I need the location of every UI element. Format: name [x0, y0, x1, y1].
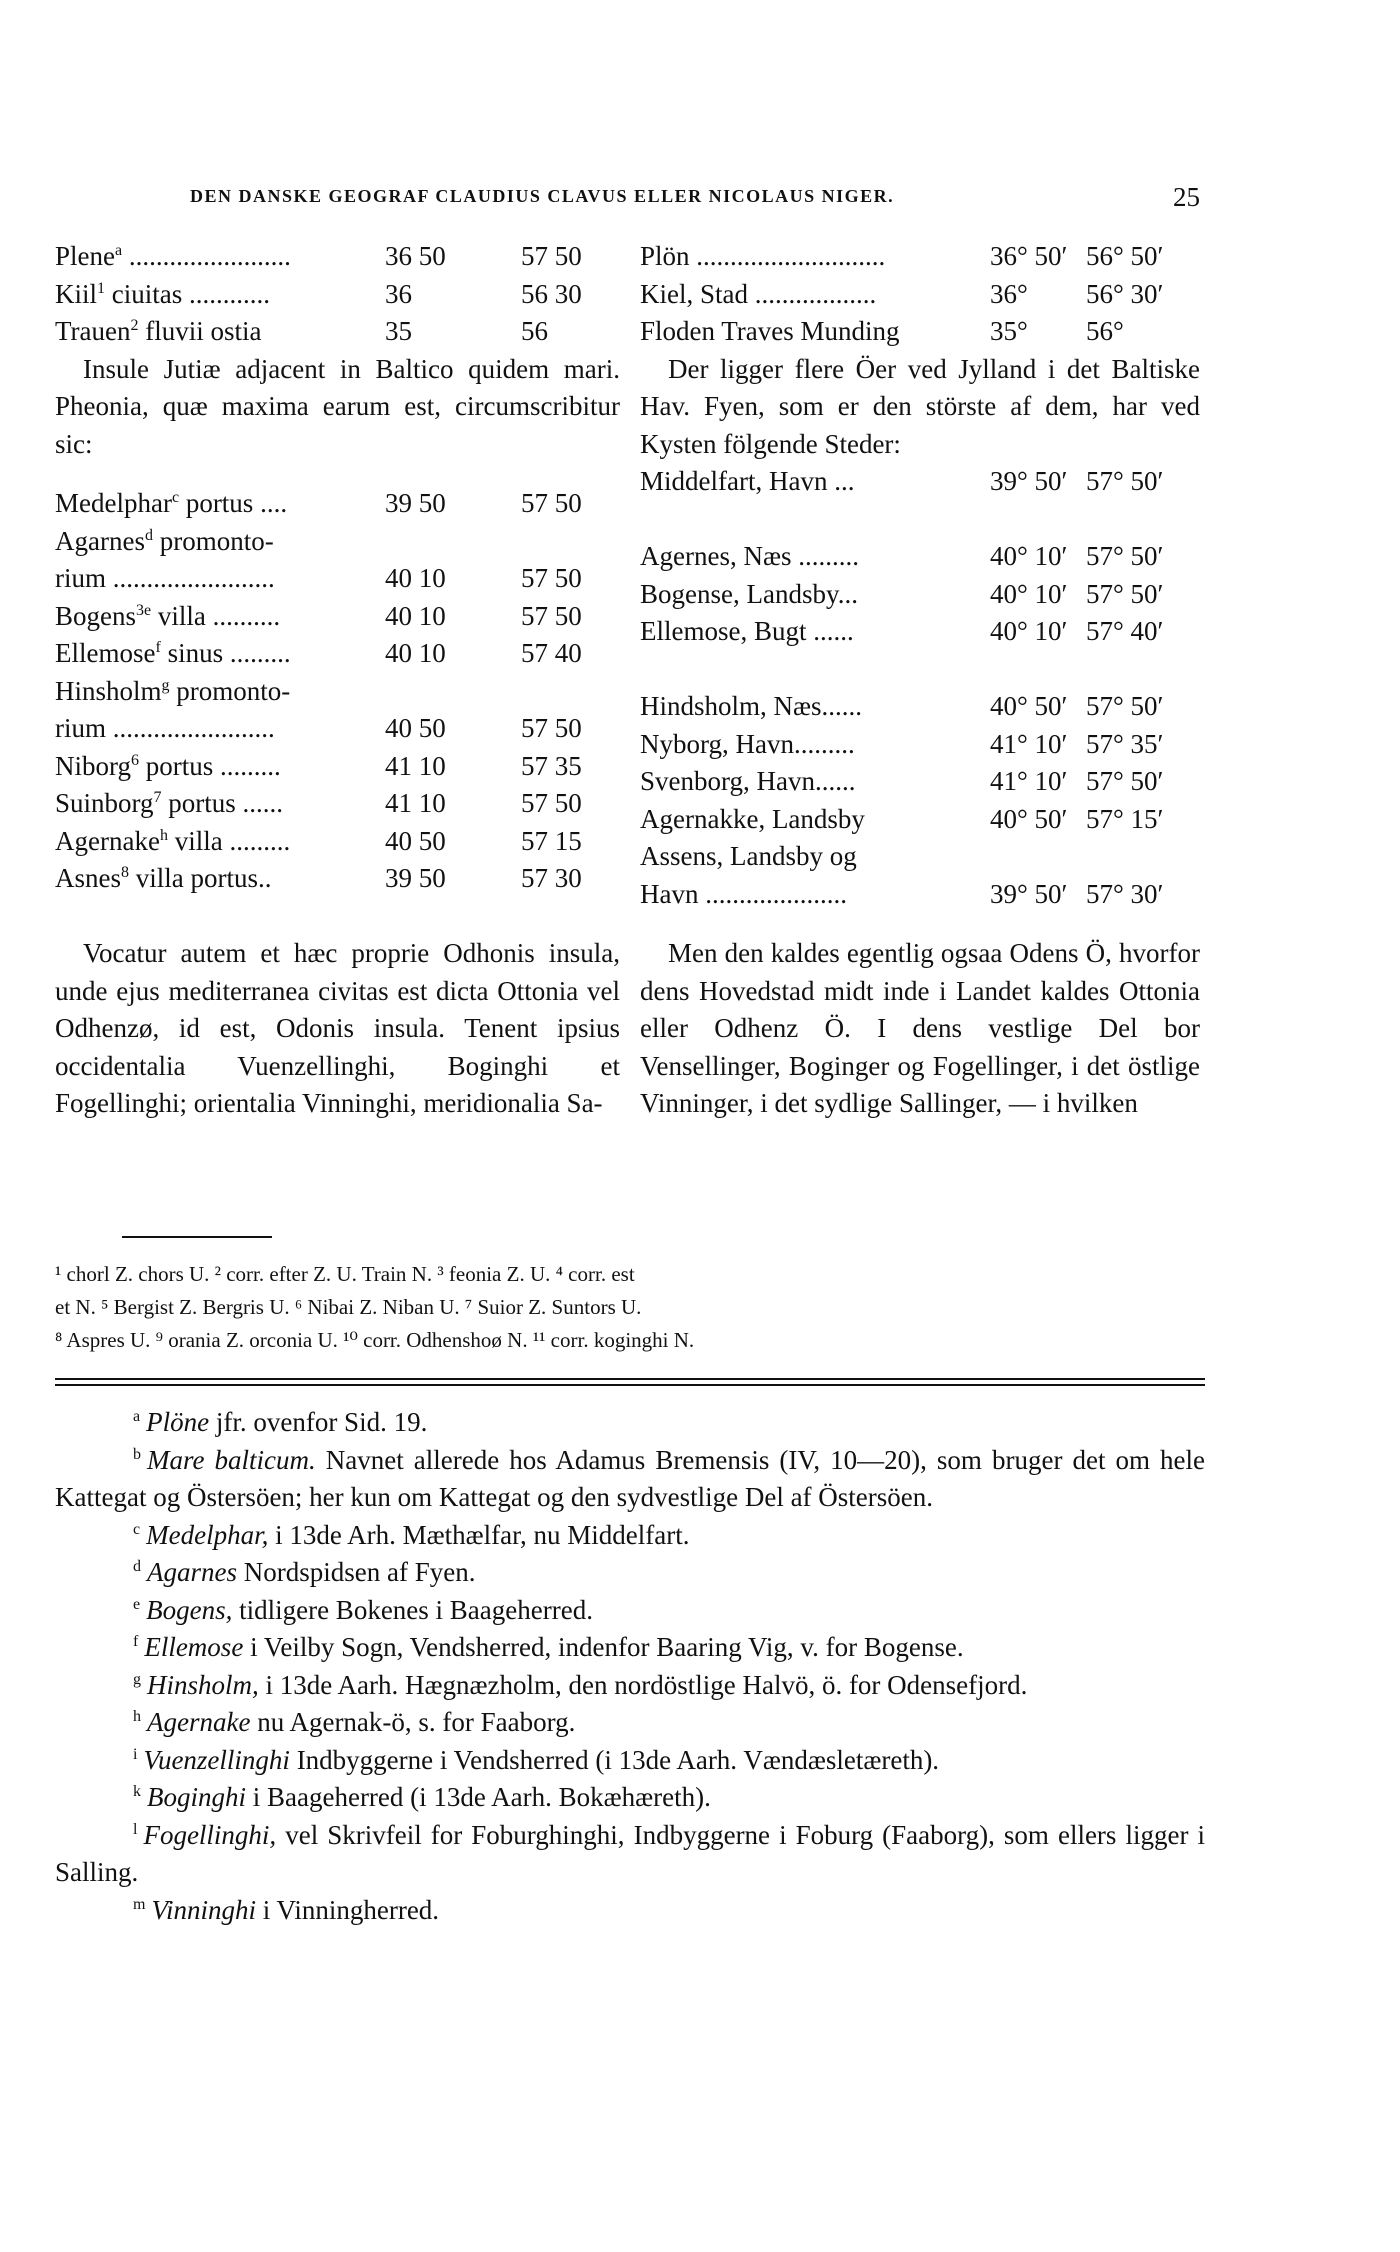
coordinate-row [640, 501, 1200, 539]
place-label: Asnes [55, 863, 121, 893]
place-label: Hinsholm [55, 675, 162, 706]
note-head: Bogens, [146, 1594, 233, 1625]
note-head: Medelphar, [146, 1519, 269, 1550]
footnote-marker: 7 [153, 789, 162, 806]
place-qualifier: promonto- [169, 675, 291, 706]
coordinate-row [55, 598, 620, 636]
latitude: 41° 10′ [990, 766, 1068, 796]
commentary-note [55, 1554, 1205, 1592]
footnote-marker: d [144, 526, 153, 544]
place-qualifier: villa portus.. [129, 863, 272, 893]
place-name: Middelfart, Havn ... [640, 466, 855, 496]
apparatus-line: ¹ chorl Z. chors U. ² corr. efter Z. U. Train N. ³ feonia Z. U. ⁴ corr. est [55, 1262, 635, 1286]
longitude: 57° 50′ [1086, 766, 1164, 796]
place-name [55, 748, 281, 786]
longitude: 56° 30′ [1086, 278, 1164, 309]
footnote-marker: 1 [97, 279, 106, 297]
longitude: 57 15 [521, 825, 582, 856]
danish-column [640, 238, 1200, 913]
longitude: 56 [521, 316, 548, 346]
coordinate-row [55, 710, 620, 748]
note-text: jfr. ovenfor Sid. 19. [209, 1407, 428, 1437]
note-text: i Veilby Sogn, Vendsherred, indenfor Baaring Vig, v. for Bogense. [243, 1632, 964, 1662]
latitude: 35 [385, 316, 412, 346]
footnote-marker: h [159, 826, 168, 844]
note-key: b [133, 1445, 141, 1463]
page-number: 25 [1173, 182, 1200, 212]
latitude: 36° [990, 278, 1028, 309]
latitude: 40 10 [385, 638, 446, 668]
latitude: 40° 10′ [990, 578, 1068, 609]
place-qualifier: ciuitas ............ [105, 278, 270, 309]
place-name: Kiel, Stad .................. [640, 278, 877, 309]
footnote-marker: g [161, 676, 170, 694]
note-text: nu Agernak-ö, s. for Faaborg. [250, 1707, 576, 1737]
latitude: 39° 50′ [990, 878, 1068, 909]
coordinate-row [640, 688, 1200, 726]
longitude: 57° 50′ [1086, 541, 1164, 571]
place-label: Bogens [55, 600, 136, 631]
longitude: 57° 40′ [1086, 616, 1164, 646]
latin-prose-column [55, 935, 620, 1123]
note-head: Hinsholm, [147, 1669, 259, 1700]
running-header [190, 182, 1200, 220]
place-name [55, 313, 262, 351]
place-name: Svenborg, Havn...... [640, 766, 856, 796]
coordinate-row [55, 860, 620, 898]
latin-column [55, 238, 620, 898]
longitude: 57° 50′ [1086, 691, 1164, 721]
latitude: 36 [385, 278, 412, 309]
longitude: 57° 35′ [1086, 728, 1164, 759]
footnote-rule [122, 1236, 272, 1238]
coordinate-row [640, 876, 1200, 914]
place-name: Havn ..................... [640, 878, 847, 909]
apparatus-line: ⁸ Aspres U. ⁹ orania Z. orconia U. ¹⁰ corr. Odhenshoø N. ¹¹ corr. koginghi N. [55, 1328, 695, 1352]
note-text: Navnet allerede hos Adamus Bremensis (IV, 10—20), som bruger det om hele Kattegat og Östersöen; her kun om Kattegat og den sydvestlige Del af Östersöen. [55, 1444, 1205, 1512]
place-name [55, 860, 272, 898]
longitude: 57 50 [521, 241, 582, 271]
note-key: d [133, 1558, 141, 1575]
danish-prose: Men den kaldes egentlig ogsaa Odens Ö, hvorfor dens Hovedstad midt inde i Landet kaldes Ottonia eller Odhenz Ö. I dens vestlige Del bor Vensellinger, Boginger og Fogellinger, i det östlige Vinninger, i det sydlige Sallinger, — i hvilken [640, 938, 1200, 1118]
place-name [55, 523, 274, 561]
place-name [55, 823, 290, 861]
spacer [55, 463, 620, 485]
coordinate-row [640, 726, 1200, 764]
longitude: 57° 50′ [1086, 578, 1164, 609]
place-name [55, 238, 291, 276]
coordinate-row [55, 560, 620, 598]
latitude: 40° 50′ [990, 803, 1068, 834]
place-name [55, 276, 270, 314]
danish-paragraph: Der ligger flere Öer ved Jylland i det Baltiske Hav. Fyen, som er den störste af dem, har ved Kysten fölgende Steder: [640, 353, 1200, 459]
place-label: Suinborg [55, 788, 154, 818]
latitude: 40 10 [385, 600, 446, 631]
note-key: k [133, 1783, 141, 1800]
latitude: 39 50 [385, 863, 446, 893]
place-name: Bogense, Landsby... [640, 578, 858, 609]
note-key: l [133, 1820, 138, 1838]
longitude: 57° 50′ [1086, 466, 1164, 496]
latin-paragraph: Insule Jutiæ adjacent in Baltico quidem mari. Pheonia, quæ maxima earum est, circumscribitur sic: [55, 353, 620, 459]
footnote-marker: a [115, 242, 123, 259]
place-name [55, 598, 280, 636]
longitude: 57 50 [521, 488, 582, 518]
note-head: Vuenzellinghi [143, 1744, 290, 1775]
place-qualifier: ........................ [106, 563, 275, 593]
longitude: 57 50 [521, 563, 582, 593]
note-head: Ellemose [144, 1632, 244, 1662]
latitude: 40 50 [385, 825, 446, 856]
latitude: 40° 50′ [990, 691, 1068, 721]
running-title: DEN DANSKE GEOGRAF CLAUDIUS CLAVUS ELLER NICOLAUS NIGER. [190, 186, 895, 206]
coordinate-row [55, 823, 620, 861]
longitude: 57 50 [521, 788, 582, 818]
coordinate-row [640, 538, 1200, 576]
note-key: h [133, 1708, 141, 1725]
note-text: i 13de Aarh. Hægnæzholm, den nordöstlige Halvö, ö. for Odensefjord. [258, 1669, 1028, 1700]
longitude: 56° 50′ [1086, 241, 1164, 271]
footnote-marker: 6 [131, 751, 140, 769]
note-text: i Baageherred (i 13de Aarh. Bokæhæreth). [246, 1782, 711, 1812]
note-text: Indbyggerne i Vendsherred (i 13de Aarh. Vændæsletæreth). [289, 1744, 940, 1775]
coordinate-row [55, 673, 620, 711]
latitude: 41 10 [385, 750, 446, 781]
latitude: 40° 10′ [990, 541, 1068, 571]
coordinate-row [640, 613, 1200, 651]
commentary-note [55, 1517, 1205, 1555]
commentary-note [55, 1892, 1205, 1930]
coordinate-row [640, 801, 1200, 839]
place-qualifier: ........................ [122, 241, 291, 271]
place-qualifier: villa ......... [167, 825, 291, 856]
place-name: Floden Traves Munding [640, 316, 900, 346]
latitude: 39 50 [385, 488, 446, 518]
commentary-note [55, 1779, 1205, 1817]
commentary-note [55, 1442, 1205, 1517]
note-head: Plöne [146, 1407, 210, 1437]
commentary-note [55, 1742, 1205, 1780]
latitude: 39° 50′ [990, 466, 1068, 496]
commentary-notes [55, 1404, 1205, 1929]
place-name [55, 560, 275, 598]
place-label: rium [55, 713, 106, 743]
place-qualifier: portus ......... [139, 750, 281, 781]
place-name: Ellemose, Bugt ...... [640, 616, 854, 646]
place-name [55, 485, 287, 523]
latin-prose: Vocatur autem et hæc proprie Odhonis insula, unde ejus mediterranea civitas est dicta Ottonia vel Odhenzø, id est, Odonis insula. Tenent ipsius occidentalia Vuenzellinghi, Boginghi et Fogellinghi; orientalia Vinninghi, meridionalia Sa- [55, 938, 620, 1118]
coordinate-row [55, 635, 620, 673]
double-rule [55, 1378, 1205, 1386]
place-name: Hindsholm, Næs...... [640, 691, 863, 721]
note-key: e [133, 1595, 141, 1613]
place-qualifier: promonto- [152, 525, 274, 556]
place-name: Agernes, Næs ......... [640, 541, 859, 571]
coordinate-row [55, 313, 620, 351]
coordinate-row [640, 763, 1200, 801]
coordinate-row [640, 313, 1200, 351]
coordinate-row [640, 463, 1200, 501]
place-name [55, 710, 275, 748]
place-name [55, 785, 283, 823]
place-label: Agarnes [55, 525, 145, 556]
coordinate-row [55, 748, 620, 786]
place-qualifier: portus .... [179, 488, 288, 518]
commentary-note [55, 1404, 1205, 1442]
latitude: 40° 10′ [990, 616, 1068, 646]
note-text: vel Skrivfeil for Foburghinghi, Indbyggerne i Foburg (Faaborg), som ellers ligger i Salling. [55, 1819, 1205, 1887]
commentary-note [55, 1817, 1205, 1892]
coordinate-row [55, 485, 620, 523]
latitude: 41 10 [385, 788, 446, 818]
note-key: a [133, 1408, 141, 1425]
longitude: 57° 30′ [1086, 878, 1164, 909]
place-name: Plön ............................ [640, 241, 886, 271]
longitude: 56 30 [521, 278, 582, 309]
longitude: 57 30 [521, 863, 582, 893]
commentary-note [55, 1629, 1205, 1667]
footnote-marker: 3e [136, 601, 152, 619]
note-head: Mare balticum. [147, 1444, 316, 1475]
commentary-note [55, 1704, 1205, 1742]
coordinate-row [55, 785, 620, 823]
place-name [55, 673, 290, 711]
place-label: Medelphar [55, 488, 172, 518]
commentary-note [55, 1667, 1205, 1705]
coordinate-row [640, 576, 1200, 614]
latitude: 41° 10′ [990, 728, 1068, 759]
place-label: Niborg [55, 750, 132, 781]
note-head: Agernake [147, 1707, 251, 1737]
place-qualifier: villa .......... [151, 600, 281, 631]
note-key: g [133, 1670, 141, 1688]
apparatus-line: et N. ⁵ Bergist Z. Bergris U. ⁶ Nibai Z. Niban U. ⁷ Suior Z. Suntors U. [55, 1295, 642, 1319]
coordinate-row [640, 238, 1200, 276]
coordinate-row [640, 276, 1200, 314]
longitude: 57 40 [521, 638, 582, 668]
place-qualifier: fluvii ostia [138, 316, 262, 346]
coordinate-row [640, 838, 1200, 876]
note-head: Boginghi [147, 1782, 246, 1812]
coordinate-row [640, 651, 1200, 689]
place-label: Agernake [55, 825, 160, 856]
note-key: f [133, 1633, 139, 1650]
note-head: Fogellinghi, [143, 1819, 277, 1850]
longitude: 57 35 [521, 750, 582, 781]
footnote-marker: 2 [130, 317, 139, 334]
note-text: tidligere Bokenes i Baageherred. [232, 1594, 593, 1625]
note-key: m [133, 1895, 146, 1913]
note-text: i 13de Arh. Mæthælfar, nu Middelfart. [268, 1519, 690, 1550]
place-name: Agernakke, Landsby [640, 803, 865, 834]
longitude: 57° 15′ [1086, 803, 1164, 834]
danish-prose-column [640, 935, 1200, 1123]
place-label: rium [55, 563, 106, 593]
note-text: Nordspidsen af Fyen. [237, 1557, 476, 1587]
latitude: 40 10 [385, 563, 446, 593]
place-name [55, 635, 291, 673]
place-name: Nyborg, Havn......... [640, 728, 855, 759]
footnote-marker: f [155, 639, 161, 656]
place-qualifier: ........................ [106, 713, 275, 743]
latitude: 40 50 [385, 713, 446, 743]
coordinate-row [55, 238, 620, 276]
latitude: 36° 50′ [990, 241, 1068, 271]
commentary-note [55, 1592, 1205, 1630]
longitude: 56° [1086, 316, 1124, 346]
longitude: 57 50 [521, 600, 582, 631]
longitude: 57 50 [521, 713, 582, 743]
note-text: i Vinningherred. [255, 1894, 440, 1925]
place-label: Ellemose [55, 638, 156, 668]
footnote-marker: c [171, 489, 180, 506]
coordinate-row [55, 523, 620, 561]
latitude: 36 50 [385, 241, 446, 271]
note-head: Vinninghi [151, 1894, 256, 1925]
note-head: Agarnes [147, 1557, 237, 1587]
coordinate-row [55, 276, 620, 314]
latitude: 35° [990, 316, 1028, 346]
place-label: Trauen [55, 316, 131, 346]
place-qualifier: sinus ......... [160, 638, 291, 668]
place-label: Kiil [55, 278, 98, 309]
apparatus-notes [55, 1258, 1205, 1357]
note-key: i [133, 1745, 138, 1763]
place-qualifier: portus ...... [161, 788, 284, 818]
place-name: Assens, Landsby og [640, 841, 857, 871]
note-key: c [133, 1520, 141, 1538]
place-label: Plene [55, 241, 115, 271]
footnote-marker: 8 [121, 864, 129, 881]
